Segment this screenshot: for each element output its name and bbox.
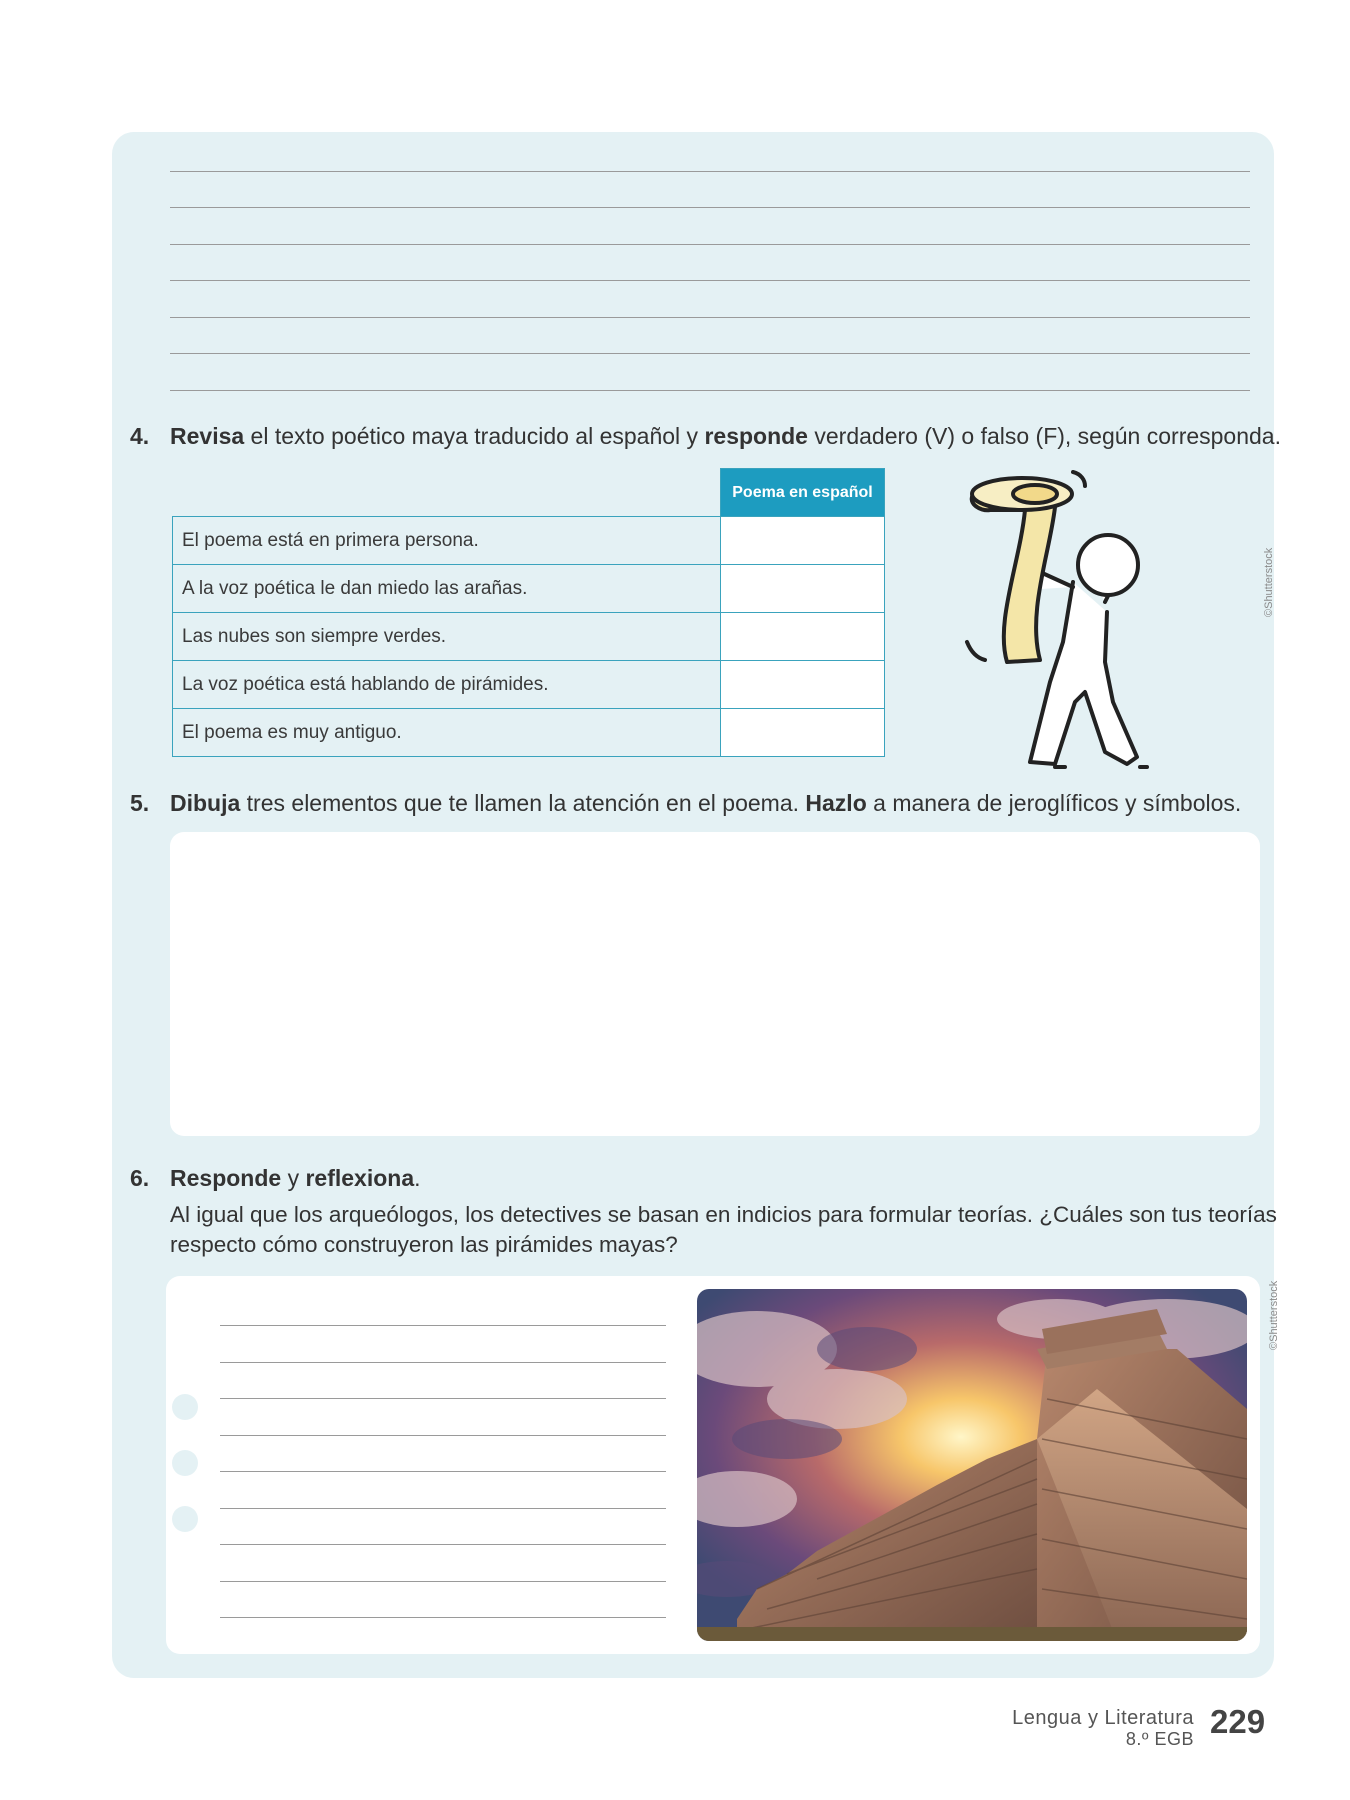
writing-line[interactable]: [170, 207, 1250, 208]
page-number: 229: [1210, 1703, 1266, 1740]
table-row: [173, 517, 885, 565]
table-row: [173, 613, 885, 661]
question-6-text-line-2: respecto cómo construyeron las pirámides mayas?: [170, 1232, 678, 1257]
binder-hole: [172, 1450, 198, 1476]
writing-line[interactable]: [220, 1544, 666, 1545]
writing-line[interactable]: [170, 171, 1250, 172]
answer-cell[interactable]: [721, 661, 885, 709]
binder-hole: [172, 1394, 198, 1420]
question-6-prompt: 6. Responde y reflexiona.: [130, 1165, 421, 1191]
answer-cell[interactable]: [721, 565, 885, 613]
table-row: [173, 661, 885, 709]
answer-cell[interactable]: [721, 517, 885, 565]
writing-line[interactable]: [170, 244, 1250, 245]
writing-line[interactable]: [220, 1398, 666, 1399]
true-false-table: [172, 468, 885, 757]
writing-line[interactable]: [220, 1617, 666, 1618]
statement-cell: El poema está en primera persona.: [173, 517, 721, 565]
question-number: 4.: [130, 423, 150, 449]
table-header: Poema en español: [721, 469, 885, 517]
binder-hole: [172, 1506, 198, 1532]
statement-cell: La voz poética está hablando de pirámides.: [173, 661, 721, 709]
question-5-prompt: 5. Dibuja tres elementos que te llamen la atención en el poema. Hazlo a manera de jeroglíficos y símbolos.: [130, 790, 1242, 816]
table-row: [173, 565, 885, 613]
question-4-prompt: 4. Revisa el texto poético maya traducido al español y responde verdadero (V) o falso (F), según corresponda.: [130, 423, 1281, 449]
writing-line[interactable]: [220, 1435, 666, 1436]
writing-line[interactable]: [170, 390, 1250, 391]
statement-cell: A la voz poética le dan miedo las arañas.: [173, 565, 721, 613]
writing-line[interactable]: [220, 1362, 666, 1363]
answer-cell[interactable]: [721, 613, 885, 661]
illustration-credit: ©Shutterstock: [1263, 547, 1275, 617]
person-carrying-scroll-illustration: [955, 462, 1165, 777]
photo-credit: ©Shutterstock: [1268, 1280, 1280, 1350]
answer-cell[interactable]: [721, 709, 885, 757]
writing-line[interactable]: [220, 1581, 666, 1582]
writing-line[interactable]: [170, 280, 1250, 281]
footer-subject: Lengua y Literatura: [1012, 1707, 1194, 1729]
statement-cell: El poema es muy antiguo.: [173, 709, 721, 757]
mayan-pyramid-sunset-photo: [697, 1289, 1247, 1641]
question-number: 6.: [130, 1165, 150, 1191]
writing-line[interactable]: [220, 1508, 666, 1509]
question-number: 5.: [130, 790, 150, 816]
writing-line[interactable]: [220, 1471, 666, 1472]
footer-grade: 8.º EGB: [1125, 1729, 1194, 1749]
question-6-text-line-1: Al igual que los arqueólogos, los detectives se basan en indicios para formular teorías. ¿Cuáles son tus teorías: [170, 1202, 1277, 1227]
writing-line[interactable]: [170, 353, 1250, 354]
drawing-area[interactable]: [170, 832, 1260, 1136]
statement-cell: Las nubes son siempre verdes.: [173, 613, 721, 661]
table-row: [173, 709, 885, 757]
writing-line[interactable]: [170, 317, 1250, 318]
writing-line[interactable]: [220, 1325, 666, 1326]
